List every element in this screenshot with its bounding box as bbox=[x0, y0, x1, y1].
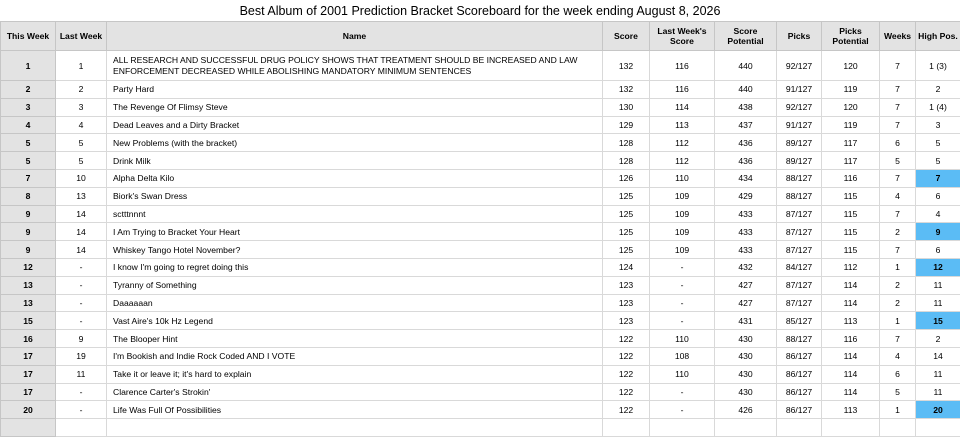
cell-score-potential: 440 bbox=[715, 81, 777, 99]
cell-picks: 88/127 bbox=[777, 187, 822, 205]
col-header-score[interactable]: Score bbox=[603, 22, 650, 51]
cell-this-week: 16 bbox=[1, 330, 56, 348]
cell-this-week: 17 bbox=[1, 383, 56, 401]
cell-high-pos: 11 bbox=[916, 383, 960, 401]
cell-last-weeks-score: - bbox=[650, 383, 715, 401]
cell-score: 126 bbox=[603, 169, 650, 187]
cell-score: 123 bbox=[603, 294, 650, 312]
cell-score-potential: 427 bbox=[715, 294, 777, 312]
cell-score: 122 bbox=[603, 347, 650, 365]
cell-name: Life Was Full Of Possibilities bbox=[107, 401, 603, 419]
cell-last-weeks-score bbox=[650, 419, 715, 437]
cell-this-week: 9 bbox=[1, 205, 56, 223]
cell-last-week: 3 bbox=[56, 98, 107, 116]
cell-score: 122 bbox=[603, 401, 650, 419]
cell-last-weeks-score: 109 bbox=[650, 187, 715, 205]
cell-picks: 91/127 bbox=[777, 81, 822, 99]
cell-last-weeks-score: - bbox=[650, 401, 715, 419]
cell-last-weeks-score: 110 bbox=[650, 330, 715, 348]
cell-weeks: 4 bbox=[880, 187, 916, 205]
cell-score: 125 bbox=[603, 205, 650, 223]
cell-weeks: 5 bbox=[880, 383, 916, 401]
cell-name: New Problems (with the bracket) bbox=[107, 134, 603, 152]
table-row[interactable] bbox=[1, 187, 960, 205]
cell-score-potential: 431 bbox=[715, 312, 777, 330]
cell-name: Clarence Carter's Strokin' bbox=[107, 383, 603, 401]
table-row[interactable] bbox=[1, 223, 960, 241]
col-header-score-potential-line1: Score bbox=[734, 26, 758, 36]
cell-score: 124 bbox=[603, 258, 650, 276]
cell-weeks: 7 bbox=[880, 330, 916, 348]
cell-score: 132 bbox=[603, 81, 650, 99]
cell-picks: 84/127 bbox=[777, 258, 822, 276]
cell-weeks: 7 bbox=[880, 51, 916, 81]
cell-high-pos: 4 bbox=[916, 205, 960, 223]
cell-score-potential: 432 bbox=[715, 258, 777, 276]
col-header-last-weeks-score-line1: Last Week's bbox=[657, 26, 706, 36]
cell-picks: 86/127 bbox=[777, 383, 822, 401]
cell-score-potential: 436 bbox=[715, 134, 777, 152]
cell-high-pos bbox=[916, 419, 960, 437]
table-row[interactable] bbox=[1, 347, 960, 365]
cell-score-potential: 430 bbox=[715, 365, 777, 383]
cell-this-week: 15 bbox=[1, 312, 56, 330]
cell-name: I know I'm going to regret doing this bbox=[107, 258, 603, 276]
cell-picks-potential bbox=[822, 419, 880, 437]
table-row[interactable] bbox=[1, 205, 960, 223]
cell-name: Party Hard bbox=[107, 81, 603, 99]
cell-this-week: 9 bbox=[1, 241, 56, 259]
cell-weeks: 2 bbox=[880, 223, 916, 241]
col-header-weeks[interactable]: Weeks bbox=[880, 22, 916, 51]
cell-last-weeks-score: - bbox=[650, 276, 715, 294]
cell-picks-potential: 114 bbox=[822, 347, 880, 365]
scoreboard-table bbox=[0, 21, 960, 437]
cell-last-weeks-score: 112 bbox=[650, 152, 715, 170]
cell-picks-potential: 117 bbox=[822, 152, 880, 170]
cell-weeks: 7 bbox=[880, 205, 916, 223]
cell-picks: 88/127 bbox=[777, 169, 822, 187]
table-row[interactable] bbox=[1, 81, 960, 99]
cell-score-potential: 436 bbox=[715, 152, 777, 170]
cell-picks: 87/127 bbox=[777, 223, 822, 241]
cell-picks-potential: 115 bbox=[822, 241, 880, 259]
cell-picks-potential: 116 bbox=[822, 330, 880, 348]
cell-picks: 87/127 bbox=[777, 276, 822, 294]
cell-last-week: 13 bbox=[56, 187, 107, 205]
cell-score: 125 bbox=[603, 241, 650, 259]
cell-last-weeks-score: 114 bbox=[650, 98, 715, 116]
cell-picks: 86/127 bbox=[777, 365, 822, 383]
cell-picks: 89/127 bbox=[777, 134, 822, 152]
cell-weeks: 1 bbox=[880, 258, 916, 276]
cell-score: 132 bbox=[603, 51, 650, 81]
cell-this-week: 3 bbox=[1, 98, 56, 116]
cell-this-week: 7 bbox=[1, 169, 56, 187]
cell-last-week: - bbox=[56, 258, 107, 276]
cell-this-week: 12 bbox=[1, 258, 56, 276]
cell-score-potential: 430 bbox=[715, 347, 777, 365]
cell-picks: 87/127 bbox=[777, 241, 822, 259]
cell-picks-potential: 116 bbox=[822, 169, 880, 187]
table-row[interactable] bbox=[1, 294, 960, 312]
cell-high-pos: 3 bbox=[916, 116, 960, 134]
table-row[interactable] bbox=[1, 383, 960, 401]
cell-high-pos: 11 bbox=[916, 365, 960, 383]
cell-high-pos: 9 bbox=[916, 223, 960, 241]
cell-last-week: 5 bbox=[56, 134, 107, 152]
cell-weeks: 7 bbox=[880, 241, 916, 259]
cell-high-pos: 2 bbox=[916, 81, 960, 99]
cell-weeks: 7 bbox=[880, 81, 916, 99]
cell-picks-potential: 114 bbox=[822, 294, 880, 312]
cell-this-week bbox=[1, 419, 56, 437]
cell-last-weeks-score: - bbox=[650, 294, 715, 312]
cell-weeks: 1 bbox=[880, 401, 916, 419]
cell-weeks: 5 bbox=[880, 152, 916, 170]
cell-last-week: - bbox=[56, 383, 107, 401]
col-header-score-potential-line2: Potential bbox=[727, 36, 763, 46]
cell-high-pos: 5 bbox=[916, 152, 960, 170]
cell-last-week: 11 bbox=[56, 365, 107, 383]
cell-last-weeks-score: - bbox=[650, 312, 715, 330]
cell-high-pos: 11 bbox=[916, 294, 960, 312]
cell-this-week: 17 bbox=[1, 347, 56, 365]
cell-name: Daaaaaan bbox=[107, 294, 603, 312]
cell-picks-potential: 113 bbox=[822, 312, 880, 330]
cell-last-weeks-score: 109 bbox=[650, 205, 715, 223]
cell-name: The Blooper Hint bbox=[107, 330, 603, 348]
cell-name: I'm Bookish and Indie Rock Coded AND I VOTE bbox=[107, 347, 603, 365]
cell-name: Biork's Swan Dress bbox=[107, 187, 603, 205]
cell-weeks: 6 bbox=[880, 365, 916, 383]
cell-score: 123 bbox=[603, 312, 650, 330]
cell-picks-potential: 119 bbox=[822, 81, 880, 99]
cell-high-pos: 14 bbox=[916, 347, 960, 365]
cell-high-pos: 5 bbox=[916, 134, 960, 152]
cell-score-potential: 427 bbox=[715, 276, 777, 294]
table-row[interactable] bbox=[1, 152, 960, 170]
cell-this-week: 8 bbox=[1, 187, 56, 205]
cell-last-week: 4 bbox=[56, 116, 107, 134]
cell-score: 125 bbox=[603, 187, 650, 205]
cell-score: 122 bbox=[603, 330, 650, 348]
cell-picks: 91/127 bbox=[777, 116, 822, 134]
cell-picks: 86/127 bbox=[777, 401, 822, 419]
cell-last-weeks-score: 110 bbox=[650, 365, 715, 383]
cell-high-pos: 6 bbox=[916, 241, 960, 259]
cell-score-potential: 433 bbox=[715, 241, 777, 259]
cell-last-weeks-score: - bbox=[650, 258, 715, 276]
cell-last-week: 2 bbox=[56, 81, 107, 99]
cell-score-potential: 430 bbox=[715, 383, 777, 401]
cell-last-week: 19 bbox=[56, 347, 107, 365]
col-header-picks-potential-line2: Potential bbox=[832, 36, 868, 46]
cell-picks: 87/127 bbox=[777, 205, 822, 223]
cell-picks-potential: 114 bbox=[822, 276, 880, 294]
cell-name: Tyranny of Something bbox=[107, 276, 603, 294]
col-header-high-pos[interactable]: High Pos. bbox=[916, 22, 960, 51]
cell-last-weeks-score: 116 bbox=[650, 81, 715, 99]
cell-weeks bbox=[880, 419, 916, 437]
cell-name: sctttnnnt bbox=[107, 205, 603, 223]
cell-score: 128 bbox=[603, 134, 650, 152]
col-header-last-weeks-score[interactable] bbox=[650, 22, 715, 51]
cell-this-week: 13 bbox=[1, 294, 56, 312]
cell-picks: 85/127 bbox=[777, 312, 822, 330]
table-row[interactable] bbox=[1, 98, 960, 116]
col-header-this-week[interactable]: This Week bbox=[1, 22, 56, 51]
col-header-picks[interactable]: Picks bbox=[777, 22, 822, 51]
cell-weeks: 2 bbox=[880, 276, 916, 294]
cell-picks-potential: 115 bbox=[822, 205, 880, 223]
cell-weeks: 1 bbox=[880, 312, 916, 330]
cell-last-week: 9 bbox=[56, 330, 107, 348]
cell-last-weeks-score: 109 bbox=[650, 241, 715, 259]
table-row[interactable] bbox=[1, 365, 960, 383]
cell-score-potential bbox=[715, 419, 777, 437]
cell-last-weeks-score: 113 bbox=[650, 116, 715, 134]
cell-name: Drink Milk bbox=[107, 152, 603, 170]
cell-picks bbox=[777, 419, 822, 437]
table-row[interactable] bbox=[1, 51, 960, 81]
header-row bbox=[1, 22, 960, 51]
cell-score-potential: 434 bbox=[715, 169, 777, 187]
cell-this-week: 5 bbox=[1, 152, 56, 170]
cell-score bbox=[603, 419, 650, 437]
table-row[interactable] bbox=[1, 419, 960, 437]
cell-score: 128 bbox=[603, 152, 650, 170]
table-body bbox=[1, 51, 960, 437]
cell-picks: 86/127 bbox=[777, 347, 822, 365]
cell-last-week: 1 bbox=[56, 51, 107, 81]
cell-score-potential: 433 bbox=[715, 205, 777, 223]
cell-weeks: 7 bbox=[880, 169, 916, 187]
cell-last-week: - bbox=[56, 294, 107, 312]
table-row[interactable] bbox=[1, 330, 960, 348]
table-row[interactable] bbox=[1, 401, 960, 419]
cell-name: Whiskey Tango Hotel November? bbox=[107, 241, 603, 259]
cell-last-week: 14 bbox=[56, 241, 107, 259]
cell-this-week: 5 bbox=[1, 134, 56, 152]
cell-score-potential: 433 bbox=[715, 223, 777, 241]
cell-score-potential: 438 bbox=[715, 98, 777, 116]
cell-picks-potential: 114 bbox=[822, 365, 880, 383]
cell-this-week: 13 bbox=[1, 276, 56, 294]
col-header-score-potential[interactable] bbox=[715, 22, 777, 51]
cell-picks-potential: 120 bbox=[822, 98, 880, 116]
cell-name: ALL RESEARCH AND SUCCESSFUL DRUG POLICY SHOWS THAT TREATMENT SHOULD BE INCREASED AND LAW ENFORCEMENT DECREASED WHILE ABOLISHING MANDATORY MINIMUM SENTENCES bbox=[107, 51, 603, 81]
table-row[interactable] bbox=[1, 276, 960, 294]
cell-score-potential: 430 bbox=[715, 330, 777, 348]
table-row[interactable] bbox=[1, 241, 960, 259]
cell-last-weeks-score: 109 bbox=[650, 223, 715, 241]
cell-weeks: 6 bbox=[880, 134, 916, 152]
cell-last-week: - bbox=[56, 276, 107, 294]
cell-high-pos: 11 bbox=[916, 276, 960, 294]
cell-high-pos: 2 bbox=[916, 330, 960, 348]
cell-picks: 88/127 bbox=[777, 330, 822, 348]
cell-last-week: - bbox=[56, 401, 107, 419]
cell-high-pos: 6 bbox=[916, 187, 960, 205]
cell-name: Take it or leave it; it's hard to explain bbox=[107, 365, 603, 383]
cell-name: Dead Leaves and a Dirty Bracket bbox=[107, 116, 603, 134]
cell-name: The Revenge Of Flimsy Steve bbox=[107, 98, 603, 116]
cell-picks: 92/127 bbox=[777, 51, 822, 81]
cell-last-weeks-score: 108 bbox=[650, 347, 715, 365]
col-header-picks-potential-line1: Picks bbox=[839, 26, 861, 36]
cell-score: 122 bbox=[603, 365, 650, 383]
col-header-last-weeks-score-line2: Score bbox=[670, 36, 694, 46]
cell-this-week: 9 bbox=[1, 223, 56, 241]
cell-score: 123 bbox=[603, 276, 650, 294]
cell-score: 125 bbox=[603, 223, 650, 241]
cell-last-week: 10 bbox=[56, 169, 107, 187]
cell-high-pos: 1 (4) bbox=[916, 98, 960, 116]
cell-picks-potential: 114 bbox=[822, 383, 880, 401]
cell-picks: 92/127 bbox=[777, 98, 822, 116]
cell-weeks: 7 bbox=[880, 98, 916, 116]
cell-last-week bbox=[56, 419, 107, 437]
cell-weeks: 2 bbox=[880, 294, 916, 312]
cell-score-potential: 440 bbox=[715, 51, 777, 81]
cell-this-week: 1 bbox=[1, 51, 56, 81]
table-row[interactable] bbox=[1, 312, 960, 330]
cell-name: Vast Aire's 10k Hz Legend bbox=[107, 312, 603, 330]
cell-high-pos: 15 bbox=[916, 312, 960, 330]
cell-name: I Am Trying to Bracket Your Heart bbox=[107, 223, 603, 241]
page-title: Best Album of 2001 Prediction Bracket Scoreboard for the week ending August 8, 2026 bbox=[0, 0, 960, 22]
cell-this-week: 2 bbox=[1, 81, 56, 99]
cell-score: 129 bbox=[603, 116, 650, 134]
col-header-picks-potential[interactable] bbox=[822, 22, 880, 51]
cell-score: 122 bbox=[603, 383, 650, 401]
cell-this-week: 4 bbox=[1, 116, 56, 134]
table-row[interactable] bbox=[1, 134, 960, 152]
cell-picks-potential: 117 bbox=[822, 134, 880, 152]
cell-picks-potential: 115 bbox=[822, 187, 880, 205]
cell-picks: 87/127 bbox=[777, 294, 822, 312]
cell-last-week: - bbox=[56, 312, 107, 330]
cell-high-pos: 12 bbox=[916, 258, 960, 276]
cell-last-week: 14 bbox=[56, 205, 107, 223]
cell-picks: 89/127 bbox=[777, 152, 822, 170]
cell-name: Alpha Delta Kilo bbox=[107, 169, 603, 187]
cell-last-week: 14 bbox=[56, 223, 107, 241]
cell-high-pos: 20 bbox=[916, 401, 960, 419]
table-row[interactable] bbox=[1, 258, 960, 276]
col-header-name[interactable]: Name bbox=[107, 22, 603, 51]
table-row[interactable] bbox=[1, 116, 960, 134]
cell-high-pos: 1 (3) bbox=[916, 51, 960, 81]
col-header-last-week[interactable]: Last Week bbox=[56, 22, 107, 51]
cell-picks-potential: 113 bbox=[822, 401, 880, 419]
cell-this-week: 20 bbox=[1, 401, 56, 419]
cell-score: 130 bbox=[603, 98, 650, 116]
cell-last-weeks-score: 110 bbox=[650, 169, 715, 187]
cell-weeks: 4 bbox=[880, 347, 916, 365]
cell-last-weeks-score: 116 bbox=[650, 51, 715, 81]
cell-weeks: 7 bbox=[880, 116, 916, 134]
cell-name bbox=[107, 419, 603, 437]
cell-this-week: 17 bbox=[1, 365, 56, 383]
cell-score-potential: 437 bbox=[715, 116, 777, 134]
table-row[interactable] bbox=[1, 169, 960, 187]
cell-high-pos: 7 bbox=[916, 169, 960, 187]
cell-picks-potential: 115 bbox=[822, 223, 880, 241]
cell-score-potential: 426 bbox=[715, 401, 777, 419]
cell-picks-potential: 112 bbox=[822, 258, 880, 276]
cell-picks-potential: 120 bbox=[822, 51, 880, 81]
cell-picks-potential: 119 bbox=[822, 116, 880, 134]
cell-last-week: 5 bbox=[56, 152, 107, 170]
cell-last-weeks-score: 112 bbox=[650, 134, 715, 152]
cell-score-potential: 429 bbox=[715, 187, 777, 205]
